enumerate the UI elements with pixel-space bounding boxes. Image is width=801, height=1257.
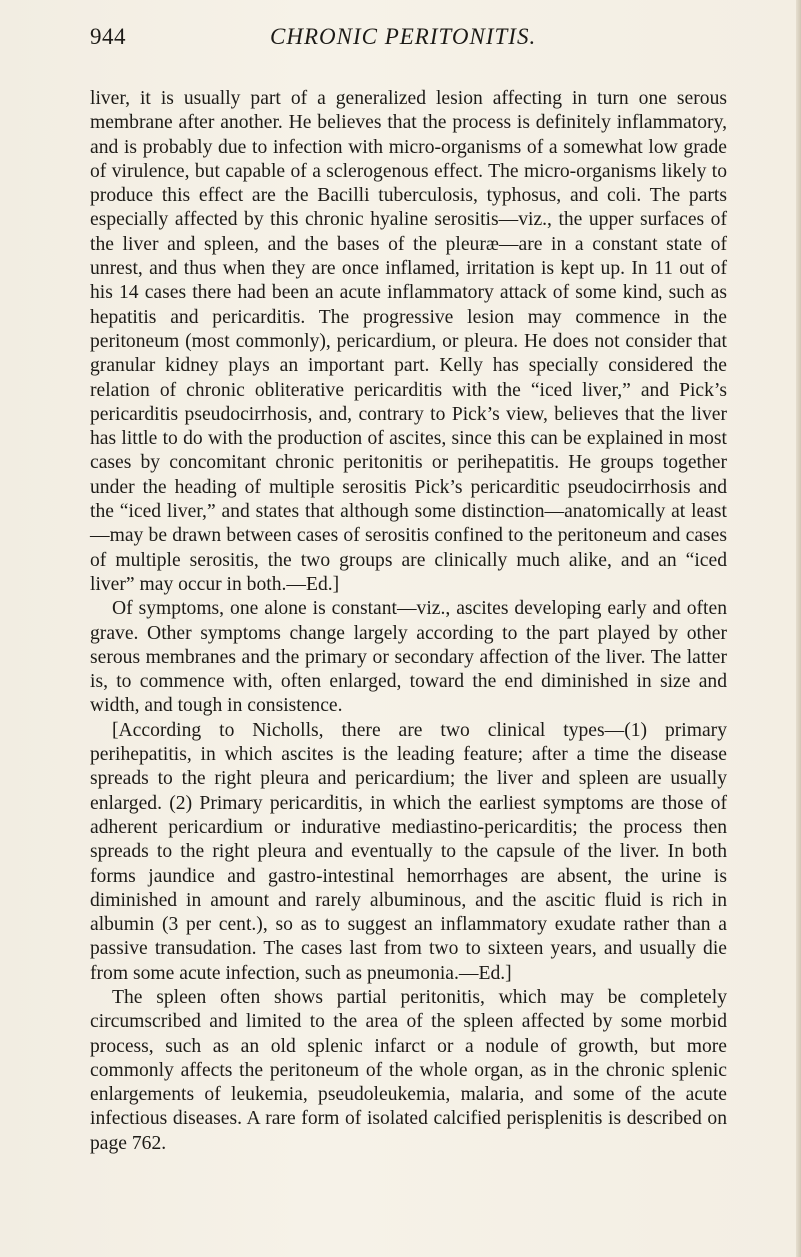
body-text [90, 87, 727, 1156]
page-edge [796, 0, 801, 1257]
paragraph-spleen: The spleen often shows partial peritonitis, which may be completely circumscribed and limited to the area of the spleen affected by some morbid process, such as an old splenic infarct or a nodule of growth, but more commonly affects the peritoneum of the whole organ, as in the chronic splenic enlargements of leukemia, pseudoleukemia, malaria, and some of the acute infectious diseases. A rare form of isolated calcified perisplenitis is described on page 762. [90, 986, 727, 1154]
page-header [90, 24, 730, 56]
paragraph-symptoms: Of symptoms, one alone is constant—viz., ascites developing early and often grave. Other symptoms change largely according to the part played by other serous membranes and the primary or secondary affection of the liver. The latter is, to commence with, often enlarged, toward the end diminished in size and width, and tough in consistence. [90, 598, 727, 717]
paragraph-nicholls-note: [According to Nicholls, there are two clinical types—(1) primary perihepatitis, in which ascites is the leading feature; after a time the disease spreads to the right pleura and pericardium; the liver and spleen are usually enlarged. (2) Primary pericarditis, in which the earliest symptoms are those of adherent pericardium or indurative mediastino-pericarditis; the process then spreads to the right pleura and eventually to the capsule of the liver. In both forms jaundice and gastro-intestinal hemorrhages are absent, the urine is diminished in amount and rarely albuminous, and the ascitic fluid is rich in albumin (3 per cent.), so as to suggest an inflammatory exudate rather than a passive transudation. The cases last from two to sixteen years, and usually die from some acute infection, such as pneumonia.—Ed.] [90, 719, 727, 984]
paragraph-continued: liver, it is usually part of a generalized lesion affecting in turn one serous membrane after another. He believes that the process is definitely inflammatory, and is probably due to infection with micro-organisms of a somewhat low grade of virulence, but capable of a sclerogenous effect. The micro-organisms likely to produce this effect are the Bacilli tuberculosis, typhosus, and coli. The parts especially affected by this chronic hyaline serositis—viz., the upper surfaces of the liver and spleen, and the bases of the pleuræ—are in a constant state of unrest, and thus when they are once inflamed, irritation is kept up. In 11 out of his 14 cases there had been an acute inflammatory attack of some kind, such as hepatitis and pericarditis. The progressive lesion may commence in the peritoneum (most commonly), pericardium, or pleura. He does not consider that granular kidney plays an important part. Kelly has specially considered the relation of chronic obliterative pericarditis with the “iced liver,” and Pick’s pericarditis pseudocirrhosis, and, contrary to Pick’s view, believes that the liver has little to do with the production of ascites, since this can be explained in most cases by concomitant chronic peritonitis or perihepatitis. He groups together under the heading of multiple serositis Pick’s pericarditic pseudocirrhosis and the “iced liver,” and states that although some distinction—anatomically at least—may be drawn between cases of serositis confined to the peritoneum and cases of multiple serositis, the two groups are clinically much alike, and an “iced liver” may occur in both.—Ed.] [90, 88, 727, 595]
running-head: CHRONIC PERITONITIS. [270, 24, 537, 49]
page-number: 944 [90, 24, 126, 49]
